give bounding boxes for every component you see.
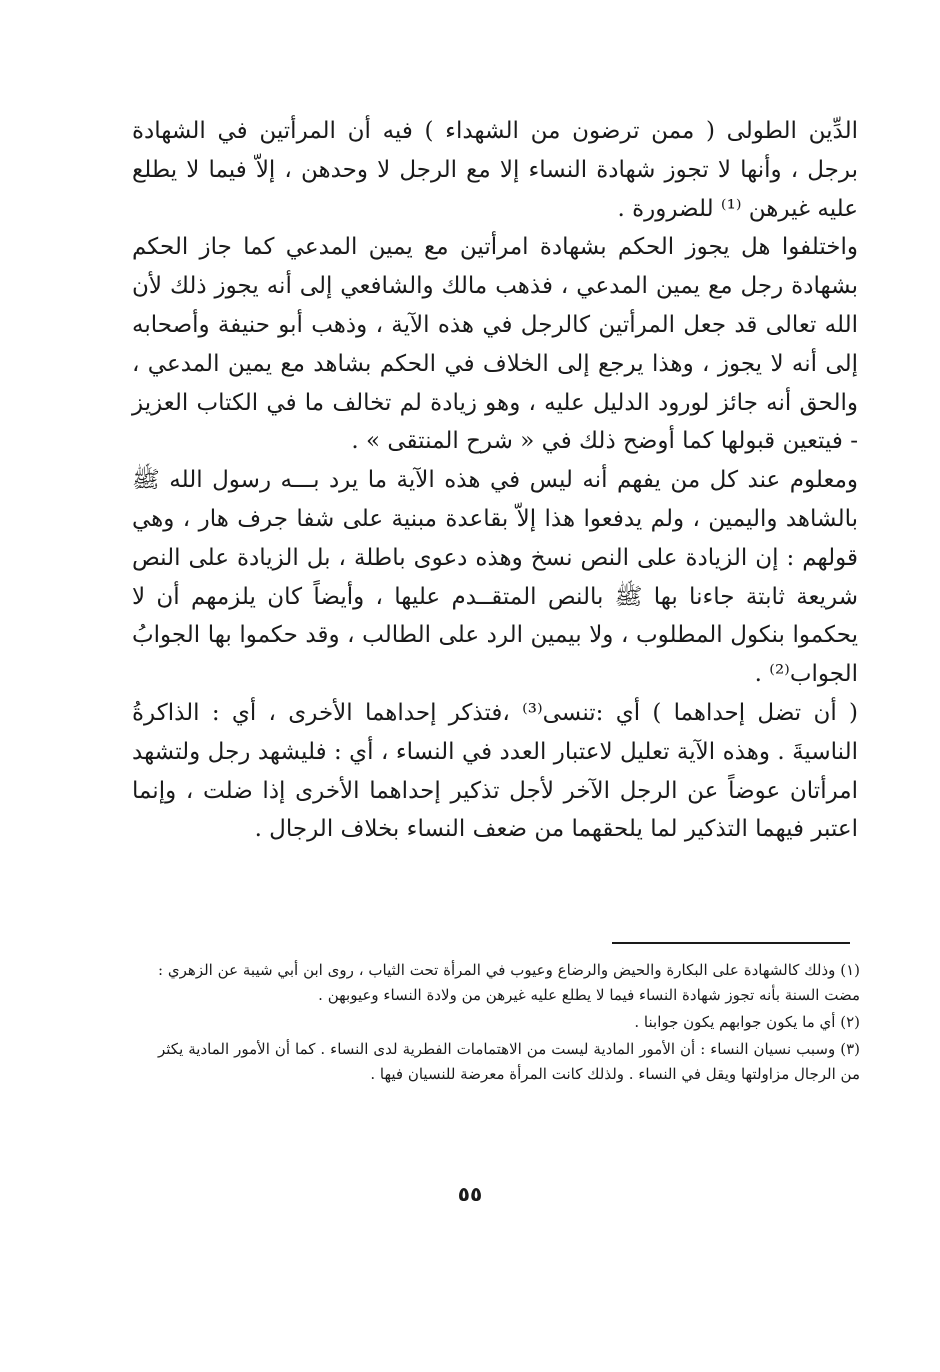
page-number: ٥٥ [457, 1182, 483, 1206]
footnote-divider [612, 942, 850, 944]
footnotes [158, 958, 860, 1089]
main-text [132, 112, 858, 849]
footnote-2: (٢) أي ما يكون جوابهم يكون جوابنا . [634, 1013, 860, 1031]
paragraph-3: ومعلوم عند كل من يفهم أنه ليس في هذه الآية ما يرد بـــه رسول الله ﷺ بالشاهد واليمين ، ولم يدفعوا هذا إلاّ بقاعدة مبنية على شفا جرف هار ، وهي قولهم : إن الزيادة على النص نسخ وهذه دعوى باطلة ، بل الزيادة على النص شريعة ثابتة جاءنا بها ﷺ بالنص المتقــدم عليها ، وأيضاً كان يلزمهم أن لا يحكموا بنكول المطلوب ، ولا بيمين الرد على الطالب ، وقد حكموا بها الجوابُ الجواب⁽²⁾ . [132, 467, 858, 688]
footnote-3: (٣) وسبب نسيان النساء : أن الأمور المادية ليست من الاهتمامات الفطرية لدى النساء . كما أن الأمور المادية يكثر من الرجال مزاولتها ويقل في النساء . ولذلك كانت المرأة معرضة للنسيان فيها . [158, 1040, 860, 1083]
footnote-1: (١) وذلك كالشهادة على البكارة والحيض والرضاع وعيوب في المرأة تحت الثياب ، روى ابن أبي شيبة عن الزهري : مضت السنة بأنه تجوز شهادة النساء فيما لا يطلع عليه غيرهن من ولادة النساء وعيوبهن . [158, 961, 860, 1004]
paragraph-4: ( أن تضل إحداهما ) أي :تنسى⁽³⁾ ،فتذكر إحداهما الأخرى ، أي : الذاكرةُ الناسيةَ . وهذه الآية تعليل لاعتبار العدد في النساء ، أي : فليشهد رجل ولتشهد امرأتان عوضاً عن الرجل الآخر لأجل تذكير إحداهما الأخرى إذا ضلت ، وإنما اعتبر فيهما التذكير لما يلحقهما من ضعف النساء بخلاف الرجال . [132, 699, 859, 843]
paragraph-2: واختلفوا هل يجوز الحكم بشهادة امرأتين مع يمين المدعي كما جاز الحكم بشهادة رجل مع يمين المدعي ، فذهب مالك والشافعي إلى أنه يجوز ذلك لأن الله تعالى قد جعل المرأتين كالرجل في هذه الآية ، وذهب أبو حنيفة وأصحابه إلى أنه لا يجوز ، وهذا يرجع إلى الخلاف في الحكم بشاهد مع يمين المدعي ، والحق أنه جائز لورود الدليل عليه ، وهو زيادة لم تخالف ما في الكتاب العزيز - فيتعين قبولها كما أوضح ذلك في « شرح المنتقى » . [132, 234, 858, 455]
paragraph-1: الدِّين الطولى ( ممن ترضون من الشهداء ) فيه أن المرأتين في الشهادة برجل ، وأنها لا تجوز شهادة النساء إلا مع الرجل لا وحدهن ، إلاّ فيما لا يطلع عليه غيرهن ⁽¹⁾ للضرورة . [132, 118, 858, 222]
